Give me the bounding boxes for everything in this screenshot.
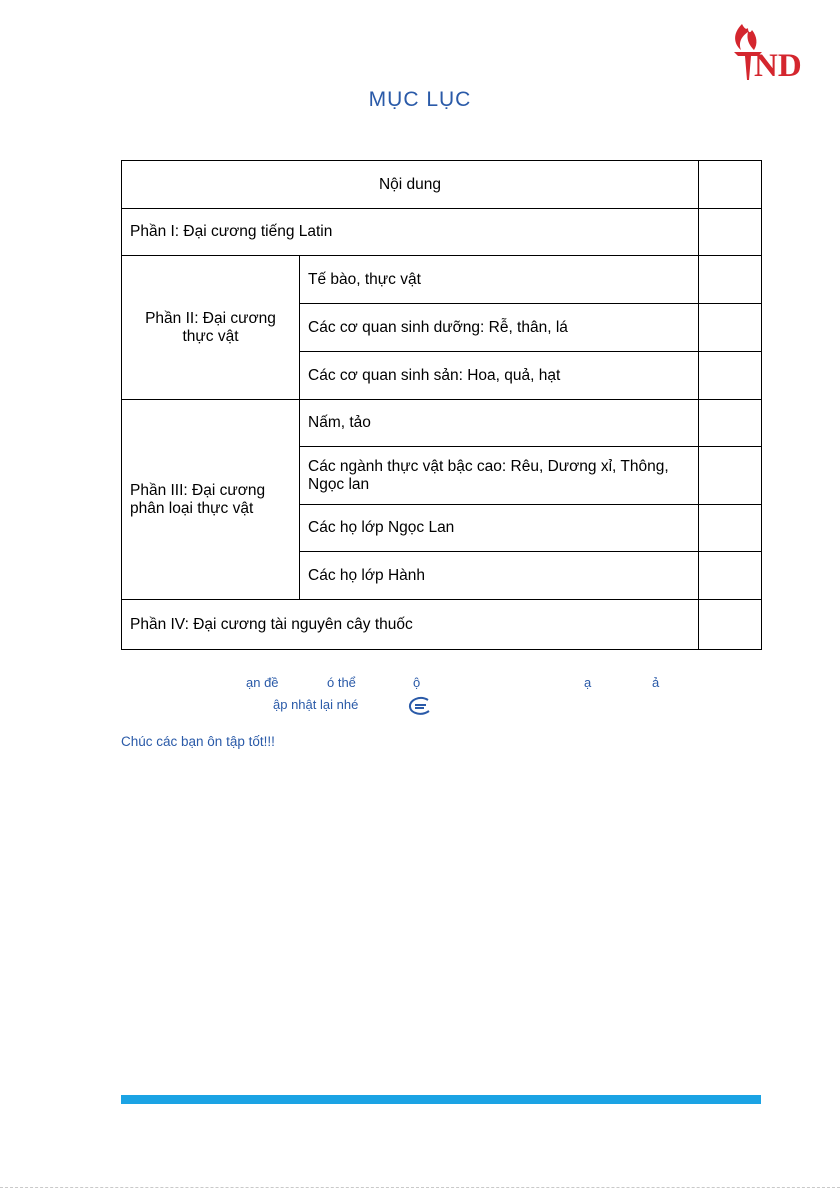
page-cell	[699, 352, 762, 400]
note-fragment: ạ	[584, 675, 592, 690]
note-fragment: ộ	[413, 675, 421, 690]
page-cell	[699, 304, 762, 352]
page-cell	[699, 209, 762, 256]
part3-label: Phần III: Đại cương phân loại thực vật	[122, 400, 300, 600]
part2-label: Phần II: Đại cương thực vật	[122, 256, 300, 400]
page-cell	[699, 256, 762, 304]
footer-bar	[121, 1095, 761, 1104]
page-title: MỤC LỤC	[368, 88, 472, 111]
table-header-page	[699, 161, 762, 209]
table-header-content: Nội dung	[122, 161, 699, 209]
part3-item: Nấm, tảo	[300, 400, 699, 447]
table-row	[122, 256, 762, 304]
emoji-icon	[406, 696, 432, 716]
page-cell	[699, 447, 762, 505]
logo-text: ND	[754, 48, 802, 84]
part3-item: Các họ lớp Ngọc Lan	[300, 505, 699, 552]
publisher-logo	[728, 20, 816, 86]
toc-table	[121, 160, 762, 650]
part3-item: Các ngành thực vật bậc cao: Rêu, Dương xỉ, Thông, Ngọc lan	[300, 447, 699, 505]
table-row	[122, 600, 762, 650]
part4-cell: Phần IV: Đại cương tài nguyên cây thuốc	[122, 600, 699, 650]
part3-item: Các họ lớp Hành	[300, 552, 699, 600]
note-fragment: ả	[652, 675, 660, 690]
page-cell	[699, 400, 762, 447]
table-row	[122, 209, 762, 256]
page-edge-divider	[0, 1187, 840, 1188]
page-cell	[699, 552, 762, 600]
note-fragment: ập nhật lại nhé	[273, 697, 359, 712]
part2-item: Các cơ quan sinh dưỡng: Rễ, thân, lá	[300, 304, 699, 352]
note-fragment: ó thể	[327, 675, 356, 690]
table-row	[122, 400, 762, 447]
part2-item: Tế bào, thực vật	[300, 256, 699, 304]
page-cell	[699, 600, 762, 650]
part1-cell: Phần I: Đại cương tiếng Latin	[122, 209, 699, 256]
page-cell	[699, 505, 762, 552]
table-header-row	[122, 161, 762, 209]
closing-message: Chúc các bạn ôn tập tốt!!!	[121, 734, 275, 749]
part2-item: Các cơ quan sinh sản: Hoa, quả, hạt	[300, 352, 699, 400]
note-fragment: ạn đề	[246, 675, 279, 690]
